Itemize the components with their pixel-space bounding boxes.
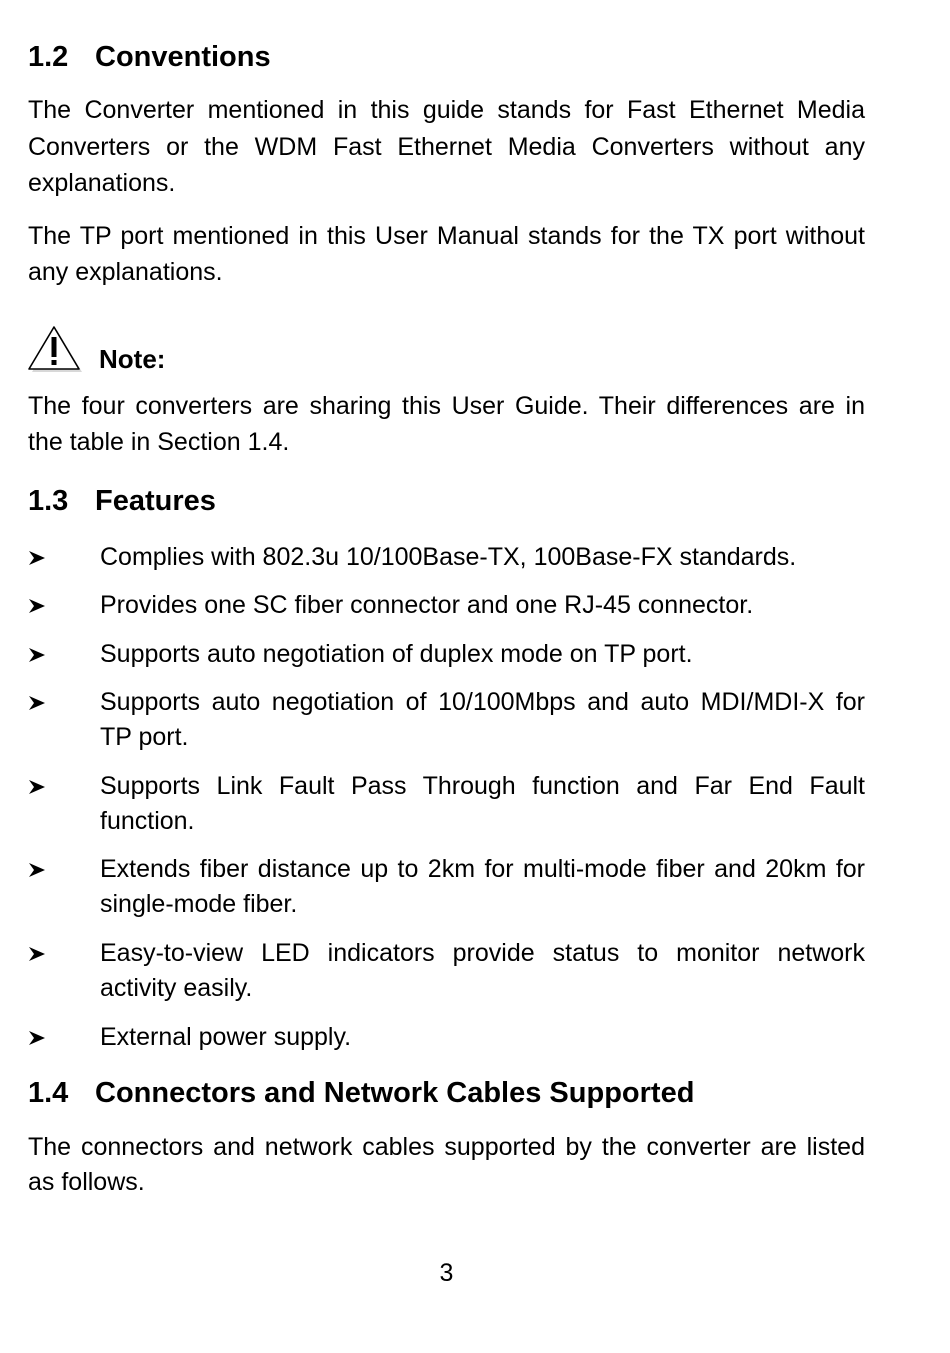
list-item [28, 588, 865, 623]
list-item [28, 852, 865, 922]
conventions-paragraph-2: The TP port mentioned in this User Manual stands for the TX port without any explanations. [28, 221, 865, 286]
conventions-paragraph-1: The Converter mentioned in this guide stands for Fast Ethernet Media Converters or the WDM Fast Ethernet Media Converters without any explanations. [28, 96, 865, 197]
section-number: 1.2 [28, 41, 69, 73]
list-item-text: Extends fiber distance up to 2km for multi-mode fiber and 20km for single-mode fiber. [100, 855, 865, 919]
arrowhead-bullet-icon [28, 695, 46, 711]
list-item [28, 1020, 865, 1055]
section-title: Features [95, 484, 216, 517]
list-item-text: Supports auto negotiation of 10/100Mbps and auto MDI/MDI-X for TP port. [100, 688, 865, 752]
list-item-text: Easy-to-view LED indicators provide status to monitor network activity easily. [100, 939, 865, 1003]
section-heading-connectors [28, 1075, 865, 1111]
list-item-text: Provides one SC fiber connector and one RJ-45 connector. [100, 591, 754, 620]
note-label: Note: [99, 343, 166, 374]
arrowhead-bullet-icon [28, 1030, 46, 1046]
features-list [28, 540, 865, 1055]
list-item [28, 637, 865, 672]
section-title: Conventions [95, 41, 271, 73]
section-number: 1.3 [28, 484, 69, 517]
list-item [28, 936, 865, 1006]
list-item-text: External power supply. [100, 1022, 352, 1051]
arrowhead-bullet-icon [28, 647, 46, 663]
section-heading-features [28, 483, 865, 519]
connectors-paragraph: The connectors and network cables supported by the converter are listed as follows. [28, 1132, 865, 1196]
list-item-text: Complies with 802.3u 10/100Base-TX, 100Base-FX standards. [100, 542, 797, 571]
arrowhead-bullet-icon [28, 779, 46, 795]
arrowhead-bullet-icon [28, 550, 46, 566]
arrowhead-bullet-icon [28, 862, 46, 878]
section-title: Connectors and Network Cables Supported [95, 1076, 695, 1109]
arrowhead-bullet-icon [28, 598, 46, 614]
list-item [28, 540, 865, 575]
page-number: 3 [439, 1259, 454, 1287]
section-number: 1.4 [28, 1076, 69, 1109]
list-item-text: Supports auto negotiation of duplex mode on TP port. [100, 639, 693, 668]
document-page [28, 0, 865, 1200]
note-text: The four converters are sharing this User Guide. Their differences are in the table in Section 1.4. [28, 391, 865, 456]
list-item [28, 685, 865, 755]
list-item [28, 769, 865, 839]
arrowhead-bullet-icon [28, 946, 46, 962]
warning-triangle-icon [28, 326, 84, 374]
list-item-text: Supports Link Fault Pass Through function and Far End Fault function. [100, 771, 865, 835]
note-header [28, 326, 865, 374]
section-heading-conventions [28, 39, 865, 75]
